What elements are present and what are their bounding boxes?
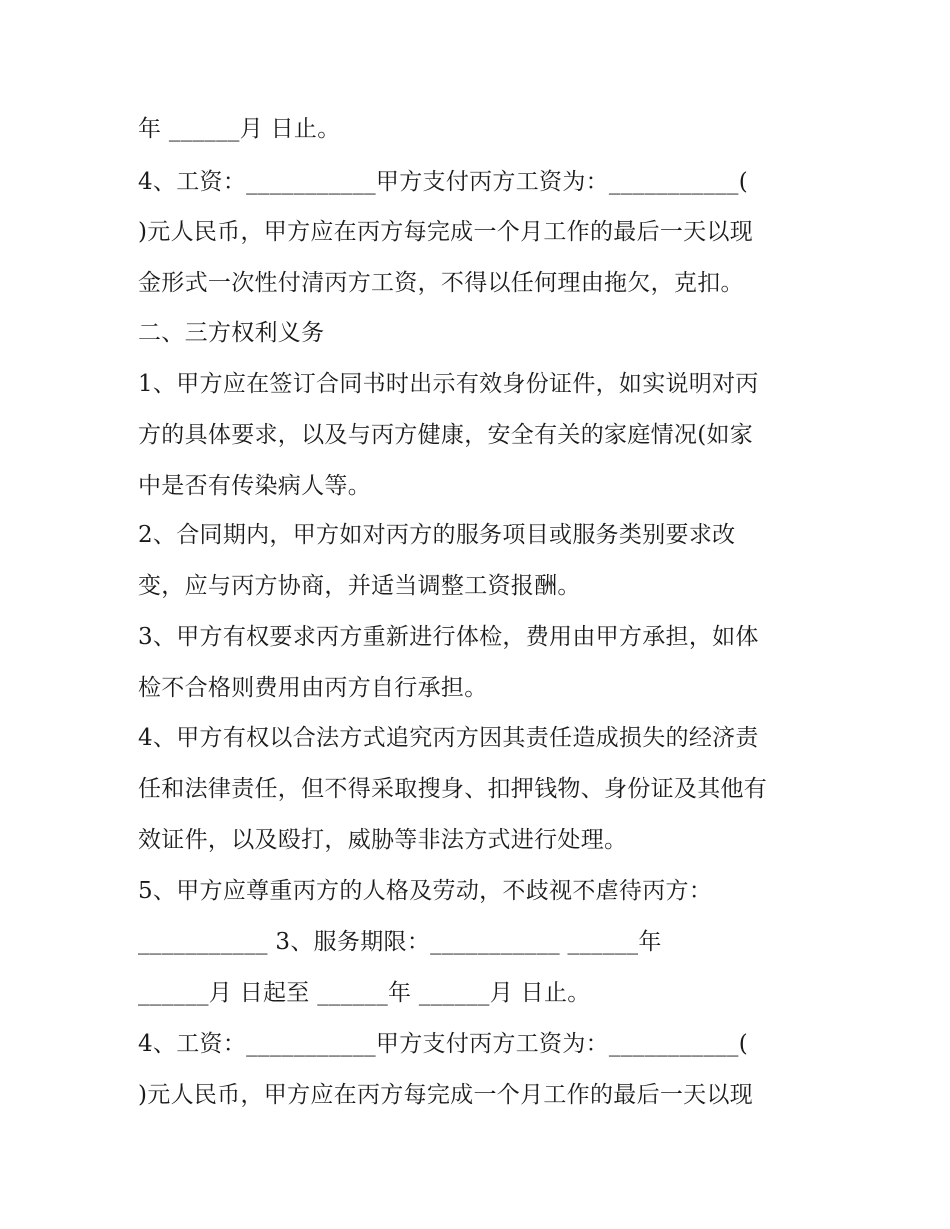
text-line: )元人民币，甲方应在丙方每完成一个月工作的最后一天以现 [138,1082,754,1108]
text-line: 年 ______月 日止。 [138,116,341,142]
text-line: 任和法律责任，但不得采取搜身、扣押钱物、身份证及其他有 [138,776,768,802]
text-line: ___________ 3、服务期限：___________ ______年 [138,929,662,955]
text-line: ______月 日起至 ______年 ______月 日止。 [138,980,591,1006]
section-heading: 二、三方权利义务 [138,320,325,346]
text-line: 4、工资：___________甲方支付丙方工资为：___________( [138,1031,749,1057]
text-line: )元人民币，甲方应在丙方每完成一个月工作的最后一天以现 [138,219,754,245]
text-line: 3、甲方有权要求丙方重新进行体检，费用由甲方承担，如体 [138,624,759,650]
text-line: 金形式一次性付清丙方工资，不得以任何理由拖欠，克扣。 [138,270,744,296]
text-line: 方的具体要求，以及与丙方健康，安全有关的家庭情况(如家 [138,422,754,448]
text-line: 1、甲方应在签订合同书时出示有效身份证件，如实说明对丙 [138,371,759,397]
text-line: 5、甲方应尊重丙方的人格及劳动，不歧视不虐待丙方： [138,878,713,904]
text-line: 4、甲方有权以合法方式追究丙方因其责任造成损失的经济责 [138,725,759,751]
text-line: 中是否有传染病人等。 [138,473,371,499]
text-line: 效证件，以及殴打，威胁等非法方式进行处理。 [138,827,628,853]
text-line: 检不合格则费用由丙方自行承担。 [138,675,488,701]
text-line: 2、合同期内，甲方如对丙方的服务项目或服务类别要求改 [138,522,736,548]
text-line: 变，应与丙方协商，并适当调整工资报酬。 [138,573,581,599]
text-line: 4、工资：___________甲方支付丙方工资为：___________( [138,169,749,195]
